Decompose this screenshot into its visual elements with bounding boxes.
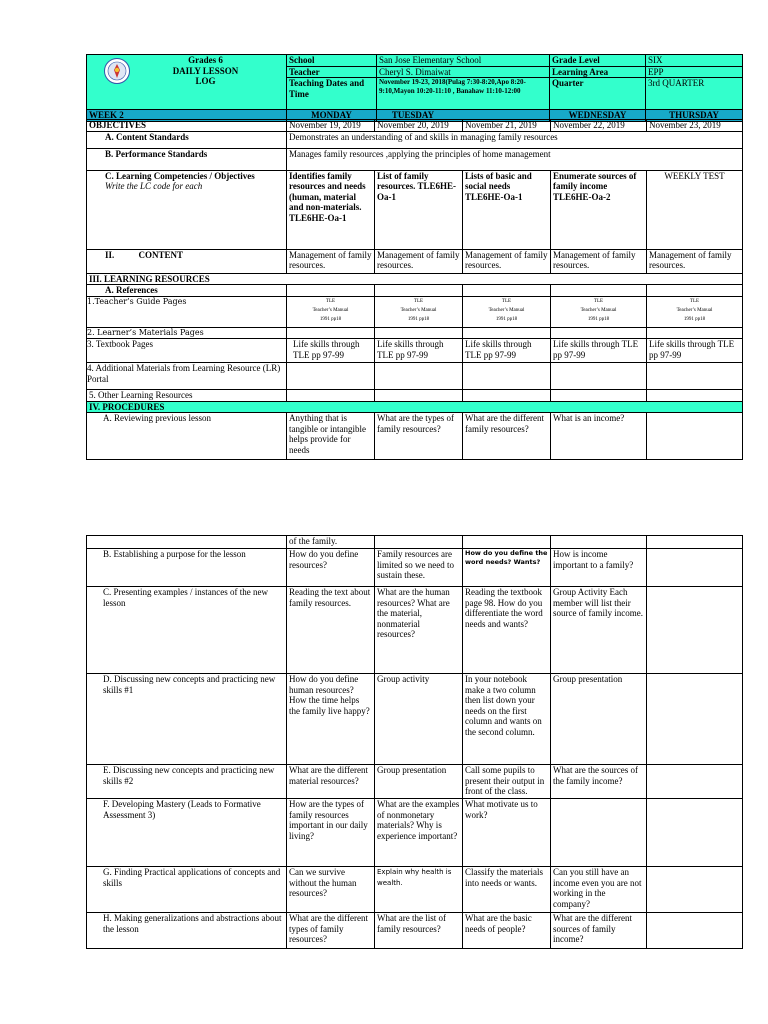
content-number: II. [105, 249, 115, 260]
procedure-h-day: What are the basic needs of people? [463, 913, 551, 949]
tg-ref-cell [463, 296, 551, 327]
procedure-f-label: F. Developing Mastery (Leads to Formative Assessment 3) [87, 799, 287, 867]
procedure-c-day: What are the human resources? What are the material, nonmaterial resources? [375, 587, 463, 674]
procedure-g-day: Classify the materials into needs or wants. [463, 867, 551, 913]
tg-ref-cell [647, 296, 743, 327]
procedure-g-day: Explain why health is wealth. [375, 867, 463, 913]
procedure-d-day: In your notebook make a two column then list down your needs on the first column and wants on the second column. [463, 674, 551, 765]
procedure-a-day: What is an income? [551, 413, 647, 460]
content-day: Management of family resources. [463, 249, 551, 273]
textbook-value: Life skills through TLE pp 97-99 [647, 339, 743, 363]
procedure-e-day: What are the sources of the family income? [551, 765, 647, 799]
procedure-e-day [647, 765, 743, 799]
empty-cell [647, 285, 743, 297]
empty-cell [375, 536, 463, 549]
form-title-line1: Grades 6 [188, 55, 223, 65]
procedure-e-day: What are the different material resources? [287, 765, 375, 799]
content-label: CONTENT [138, 249, 184, 260]
tg-ref-line: Teacher’s Manual [488, 307, 525, 313]
procedure-c-day: Group Activity Each member will list their source of family income. [551, 587, 647, 674]
objectives-label: OBJECTIVES [87, 120, 287, 132]
content-day: Management of family resources. [551, 249, 647, 273]
competencies-cell [87, 170, 287, 249]
empty-cell [375, 285, 463, 297]
procedure-g-label: G. Finding Practical applications of concepts and skills [87, 867, 287, 913]
other-resources-label: 5. Other Learning Resources [87, 390, 287, 402]
procedure-g-day: Can you still have an income even you are not working in the company? [551, 867, 647, 913]
tg-ref-line: Teacher’s Manual [580, 307, 617, 313]
textbook-value: Life skills through TLE pp 97-99 [551, 339, 647, 363]
week-label: WEEK 2 [87, 110, 287, 122]
empty-cell [287, 285, 375, 297]
empty-cell [551, 285, 647, 297]
procedure-e-label: E. Discussing new concepts and practicing new skills #2 [87, 765, 287, 799]
empty-cell [287, 363, 375, 390]
deped-seal-icon [104, 58, 130, 84]
empty-cell [551, 327, 647, 339]
empty-cell [647, 390, 743, 402]
procedure-e-day: Call some pupils to present their output in front of the class. [463, 765, 551, 799]
empty-cell [463, 327, 551, 339]
empty-cell [551, 536, 647, 549]
quarter-value: 3rd QUARTER [646, 78, 743, 110]
tg-ref-line: Teacher’s Manual [676, 307, 713, 313]
procedure-b-label: B. Establishing a purpose for the lesson [87, 549, 287, 587]
procedure-f-day: How are the types of family resources important in our daily living? [287, 799, 375, 867]
objective-date: November 19, 2019 [287, 120, 375, 132]
textbook-value: Life skills through TLE pp 97-99 [375, 339, 463, 363]
area-value: EPP [646, 66, 743, 78]
objective-date: November 23, 2019 [647, 120, 743, 132]
tg-ref-line: TLE [689, 298, 700, 304]
tg-ref-line: Teacher’s Manual [400, 307, 437, 313]
empty-cell [463, 390, 551, 402]
quarter-label: Quarter [550, 78, 646, 110]
procedure-c-label: C. Presenting examples / instances of the new lesson [87, 587, 287, 674]
objective-date: November 21, 2019 [463, 120, 551, 132]
dates-value: November 19-23, 2018(Pulag 7:30-8:20,Apo 8:20-9:10,Mayon 10:20-11:10 , Banahaw 11:10-12:00 [377, 78, 550, 110]
textbook-label: 3. Textbook Pages [87, 339, 287, 363]
procedure-b-day [647, 549, 743, 587]
content-standards-value: Demonstrates an understanding of and skills in managing family resources [287, 131, 743, 148]
objective-date: November 22, 2019 [551, 120, 647, 132]
procedure-b-day: How is income important to a family? [551, 549, 647, 587]
procedure-h-day: What are the list of family resources? [375, 913, 463, 949]
performance-standards-label: B. Performance Standards [87, 148, 287, 170]
dates-label: Teaching Dates and Time [287, 78, 377, 110]
tg-ref-line: 1991 pp18 [319, 316, 342, 322]
procedure-a-day [647, 413, 743, 460]
tg-ref-line: TLE [413, 298, 424, 304]
day-tuesday: TUESDAY [377, 110, 550, 122]
procedure-a-label: A. Reviewing previous lesson [87, 413, 287, 460]
competencies-label: C. Learning Competencies / Objectives [105, 170, 255, 181]
tg-ref-line: TLE [501, 298, 512, 304]
empty-cell [551, 363, 647, 390]
procedure-d-day: Group activity [375, 674, 463, 765]
procedure-b-day: How do you define the word needs? Wants? [463, 549, 551, 587]
competency-day: WEEKLY TEST [647, 170, 743, 249]
procedure-b-day: How do you define resources? [287, 549, 375, 587]
area-label: Learning Area [550, 66, 646, 78]
tg-ref-line: Teacher’s Manual [312, 307, 349, 313]
procedure-d-day [647, 674, 743, 765]
lesson-log-table-page1 [86, 54, 743, 122]
content-standards-label: A. Content Standards [87, 131, 287, 148]
procedures-label: IV. PROCEDURES [87, 401, 743, 413]
procedure-h-day: What are the different sources of family income? [551, 913, 647, 949]
procedure-a-day: What are the different family resources? [463, 413, 551, 460]
content-day: Management of family resources. [287, 249, 375, 273]
references-label: A. References [87, 285, 287, 297]
empty-cell [647, 536, 743, 549]
competency-day: Enumerate sources of family income TLE6HE-Oa-2 [551, 170, 647, 249]
procedure-a-continuation: of the family. [287, 536, 375, 549]
competency-day: Lists of basic and social needs TLE6HE-Oa-1 [463, 170, 551, 249]
tg-ref-line: 1991 pp18 [683, 316, 706, 322]
day-monday: MONDAY [287, 110, 377, 122]
performance-standards-value: Manages family resources ,applying the principles of home management [287, 148, 743, 170]
teacher-label: Teacher [287, 66, 377, 78]
school-label: School [287, 55, 377, 67]
tg-ref-line: 1991 pp18 [587, 316, 610, 322]
procedure-f-day [551, 799, 647, 867]
empty-cell [87, 536, 287, 549]
textbook-value: Life skills through TLE pp 97-99 [463, 339, 551, 363]
tg-ref-line: TLE [325, 298, 336, 304]
competency-day: List of family resources. TLE6HE-Oa-1 [375, 170, 463, 249]
empty-cell [647, 363, 743, 390]
procedure-b-day: Family resources are limited so we need to sustain these. [375, 549, 463, 587]
tg-ref-line: 1991 pp18 [407, 316, 430, 322]
procedure-c-day: Reading the textbook page 98. How do you differentiate the word needs and wants? [463, 587, 551, 674]
school-value: San Jose Elementary School [377, 55, 550, 67]
procedure-h-day: What are the different types of family resources? [287, 913, 375, 949]
content-day: Management of family resources. [647, 249, 743, 273]
additional-materials-label: 4. Additional Materials from Learning Resource (LR) Portal [87, 363, 287, 390]
empty-cell [287, 327, 375, 339]
content-cell [87, 249, 287, 273]
learners-materials-label: 2. Learner’s Materials Pages [87, 327, 287, 339]
procedure-c-day: Reading the text about family resources. [287, 587, 375, 674]
objective-date: November 20, 2019 [375, 120, 463, 132]
procedure-e-day: Group presentation [375, 765, 463, 799]
day-wednesday: WEDNESDAY [550, 110, 646, 122]
procedure-g-day: Can we survive without the human resources? [287, 867, 375, 913]
empty-cell [647, 327, 743, 339]
procedure-g-day [647, 867, 743, 913]
teacher-value: Cheryl S. Dimaiwat [377, 66, 550, 78]
grade-value: SIX [646, 55, 743, 67]
textbook-value: Life skills through TLE pp 97-99 [287, 339, 375, 363]
empty-cell [463, 536, 551, 549]
procedure-d-day: Group presentation [551, 674, 647, 765]
tg-ref-line: TLE [593, 298, 604, 304]
empty-cell [375, 390, 463, 402]
grade-label: Grade Level [550, 55, 646, 67]
procedure-a-day: What are the types of family resources? [375, 413, 463, 460]
competencies-sublabel: Write the LC code for each [105, 181, 203, 191]
form-title-line2: DAILY LESSON [172, 65, 239, 76]
empty-cell [463, 363, 551, 390]
procedure-f-day: What motivate us to work? [463, 799, 551, 867]
tg-ref-line: 1991 pp18 [495, 316, 518, 322]
day-thursday: THURSDAY [646, 110, 743, 122]
procedure-c-day [647, 587, 743, 674]
lesson-log-table-page2 [86, 535, 743, 949]
content-day: Management of family resources. [375, 249, 463, 273]
procedure-f-day: What are the examples of nonmonetary materials? Why is experience important? [375, 799, 463, 867]
teachers-guide-label: 1.Teacher’s Guide Pages [87, 296, 287, 327]
tg-ref-cell [287, 296, 375, 327]
empty-cell [551, 390, 647, 402]
form-title-line3: LOG [195, 76, 216, 86]
procedure-d-day: How do you define human resources? How the time helps the family live happy? [287, 674, 375, 765]
procedure-h-label: H. Making generalizations and abstractions about the lesson [87, 913, 287, 949]
procedure-h-day [647, 913, 743, 949]
lesson-log-body-page1 [86, 119, 743, 460]
procedure-f-day [647, 799, 743, 867]
learning-resources-label: III. LEARNING RESOURCES [87, 273, 743, 285]
empty-cell [463, 285, 551, 297]
empty-cell [375, 363, 463, 390]
competency-day: Identifies family resources and needs (human, material and non-materials. TLE6HE-Oa-1 [287, 170, 375, 249]
empty-cell [287, 390, 375, 402]
tg-ref-cell [375, 296, 463, 327]
procedure-d-label: D. Discussing new concepts and practicing new skills #1 [87, 674, 287, 765]
empty-cell [375, 327, 463, 339]
procedure-a-day: Anything that is tangible or intangible helps provide for needs [287, 413, 375, 460]
tg-ref-cell [551, 296, 647, 327]
